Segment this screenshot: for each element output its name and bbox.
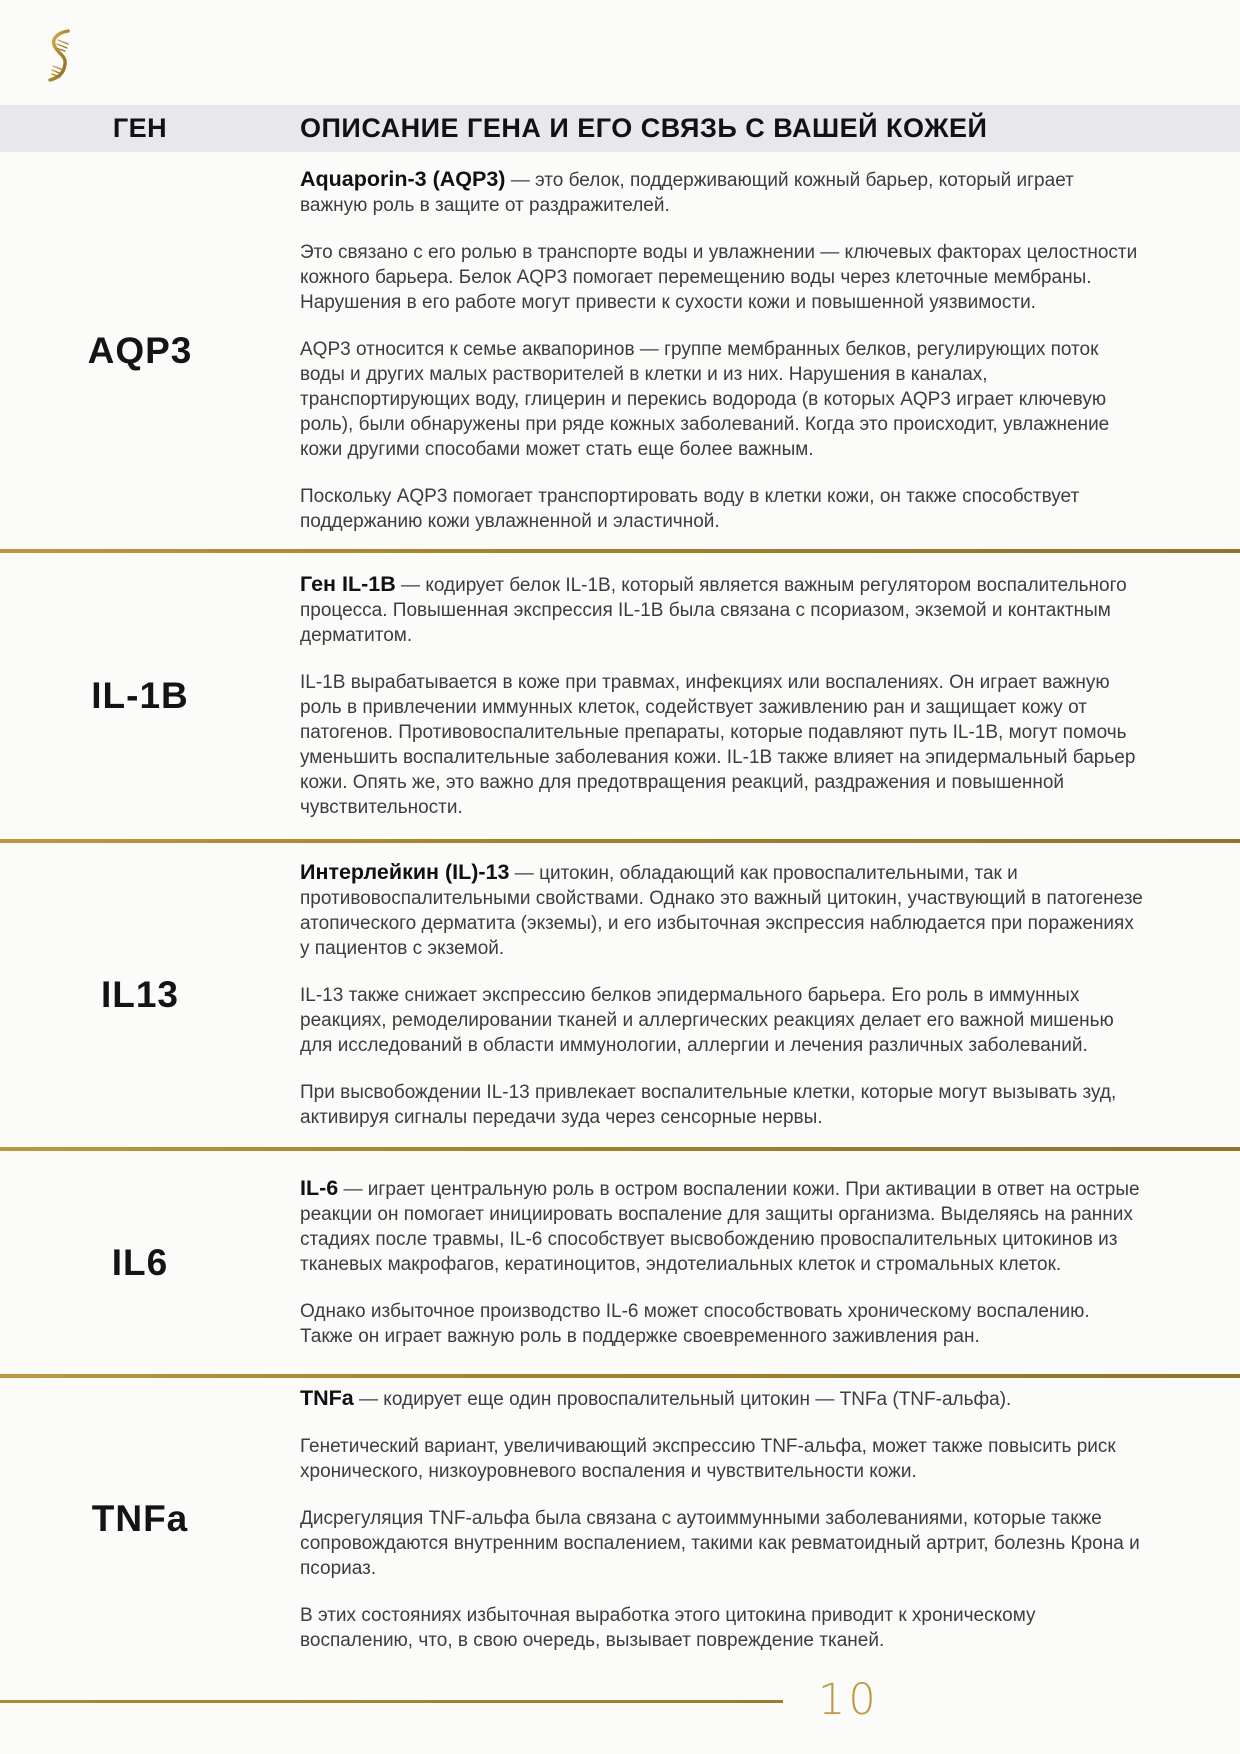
- paragraph-text: Однако избыточное производство IL-6 может способствовать хроническому воспалению. Также он играет важную роль в поддержке своевременного заживления ран.: [300, 1301, 1090, 1347]
- gene-name: IL6: [111, 1241, 169, 1283]
- paragraph-text: Поскольку AQP3 помогает транспортировать воду в клетки кожи, он также способствует поддержанию кожи увлажненной и эластичной.: [300, 486, 1080, 532]
- gene-lead-label: Ген IL-1B: [300, 572, 396, 596]
- description-column-header-cell: [280, 113, 1240, 144]
- gene-description-cell: [280, 1378, 1240, 1660]
- description-paragraph: [300, 1299, 1145, 1349]
- gene-row-aqp3: [0, 152, 1240, 553]
- page-number: 10: [818, 1675, 879, 1725]
- gene-column-header: ГЕН: [112, 113, 168, 143]
- paragraph-text: Генетический вариант, увеличивающий экспрессию TNF-альфа, может также повысить риск хронического, низкоуровневого воспаления и чувствительности кожи.: [300, 1435, 1116, 1482]
- gene-lead-label: TNFa: [300, 1385, 354, 1410]
- paragraph-text: IL-13 также снижает экспрессию белков эпидермального барьера. Его роль в иммунных реакциях, ремоделировании тканей и аллергических реакциях делает его важной мишенью для исследований в области иммунологии, аллергии и лечения различных заболеваний.: [300, 985, 1114, 1056]
- gene-row-il1b: [0, 553, 1240, 843]
- description-paragraph: [300, 1176, 1145, 1277]
- gene-lead-label: IL-6: [300, 1176, 339, 1200]
- page-footer: [0, 1672, 1240, 1754]
- gene-row-il6: [0, 1151, 1240, 1378]
- description-paragraph: [300, 1434, 1145, 1484]
- paragraph-text: — цитокин, обладающий как провоспалительными, так и противовоспалительными свойствами. Однако это важный цитокин, участвующий в патогенезе атопического дерматита (экземы), и его избыточная экспрессия наблюдается при поражениях у пациентов с экземой.: [300, 863, 1143, 959]
- gene-name-cell: [0, 843, 280, 1147]
- description-paragraph: [300, 484, 1145, 534]
- gene-name: TNFa: [91, 1498, 189, 1539]
- description-paragraph: [300, 337, 1145, 462]
- paragraph-text: Дисрегуляция TNF-альфа была связана с аутоиммунными заболеваниями, которые также сопровождаются внутренним воспалением, такими как ревматоидный артрит, болезнь Крона и псориаз.: [300, 1507, 1140, 1579]
- description-paragraph: [300, 1506, 1145, 1581]
- description-paragraph: [300, 860, 1145, 961]
- gene-name-cell: [0, 152, 280, 549]
- paragraph-text: — играет центральную роль в остром воспалении кожи. При активации в ответ на острые реакции он помогает инициировать воспаление для защиты организма. Выделяясь на ранних стадиях после травмы, IL-6 способствует высвобождению провоспалительных цитокинов из тканевых макрофагов, кератиноцитов, эндотелиальных клеток и стромальных клеток.: [300, 1179, 1140, 1275]
- description-paragraph: [300, 670, 1145, 820]
- description-paragraph: [300, 1603, 1145, 1653]
- gene-name-cell: [0, 1151, 280, 1374]
- paragraph-text: IL-1B вырабатывается в коже при травмах, инфекциях или воспалениях. Он играет важную роль в привлечении иммунных клеток, содействует заживлению ран и защищает кожу от патогенов. Противовоспалительные препараты, которые подавляют путь IL-1B, могут помочь уменьшить воспалительные заболевания кожи. IL-1B также влияет на эпидермальный барьер кожи. Опять же, это важно для предотвращения реакций, раздражения и повышенной чувствительности.: [300, 672, 1136, 818]
- gene-description-cell: [280, 553, 1240, 839]
- description-paragraph: [300, 167, 1145, 218]
- gene-lead-label: Aquaporin-3 (AQP3): [300, 167, 506, 191]
- description-paragraph: [300, 1080, 1145, 1130]
- dna-helix-logo-icon: [44, 28, 76, 84]
- footer-gold-line: [0, 1700, 783, 1703]
- gene-row-tnfa: [0, 1378, 1240, 1660]
- table-header-row: [0, 105, 1240, 152]
- gene-description-cell: [280, 152, 1240, 549]
- gene-description-cell: [280, 1151, 1240, 1374]
- paragraph-text: При высвобождении IL-13 привлекает воспалительные клетки, которые могут вызывать зуд, активируя сигналы передачи зуда через сенсорные нервы.: [300, 1082, 1117, 1128]
- paragraph-text: — кодирует еще один провоспалительный цитокин — TNFa (TNF-альфа).: [353, 1388, 1012, 1410]
- paragraph-text: AQP3 относится к семье аквапоринов — группе мембранных белков, регулирующих поток воды и других малых растворителей в клетки и из них. Нарушения в каналах, транспортирующих воду, глицерин и перекись водорода (в которых AQP3 играет ключевую роль), были обнаружены при ряде кожных заболеваний. Когда это происходит, увлажнение кожи другими способами может стать еще более важным.: [300, 339, 1110, 460]
- description-paragraph: [300, 983, 1145, 1058]
- paragraph-text: — это белок, поддерживающий кожный барьер, который играет важную роль в защите от раздражителей.: [300, 170, 1074, 216]
- description-paragraph: [300, 572, 1145, 648]
- gene-lead-label: Интерлейкин (IL)-13: [300, 860, 510, 884]
- gene-name-cell: [0, 1378, 280, 1660]
- description-column-header: ОПИСАНИЕ ГЕНА И ЕГО СВЯЗЬ С ВАШЕЙ КОЖЕЙ: [300, 113, 988, 143]
- paragraph-text: — кодирует белок IL-1B, который является важным регулятором воспалительного процесса. Повышенная экспрессия IL-1B была связана с псориазом, экземой и контактным дерматитом.: [300, 575, 1127, 646]
- paragraph-text: В этих состояниях избыточная выработка этого цитокина приводит к хроническому воспалению, что, в свою очередь, вызывает повреждение тканей.: [300, 1604, 1036, 1651]
- gene-column-header-cell: [0, 113, 280, 144]
- page-top-margin: [0, 0, 1240, 105]
- description-paragraph: [300, 240, 1145, 315]
- gene-name: AQP3: [87, 329, 193, 371]
- gene-name: IL-1B: [91, 675, 189, 716]
- gene-description-cell: [280, 843, 1240, 1147]
- gene-name-cell: [0, 553, 280, 839]
- description-paragraph: [300, 1386, 1145, 1412]
- paragraph-text: Это связано с его ролью в транспорте воды и увлажнении — ключевых факторах целостности кожного барьера. Белок AQP3 помогает перемещению воды через клеточные мембраны. Нарушения в его работе могут привести к сухости кожи и повышенной уязвимости.: [300, 242, 1138, 313]
- gene-name: IL13: [100, 974, 180, 1015]
- gene-row-il13: [0, 843, 1240, 1151]
